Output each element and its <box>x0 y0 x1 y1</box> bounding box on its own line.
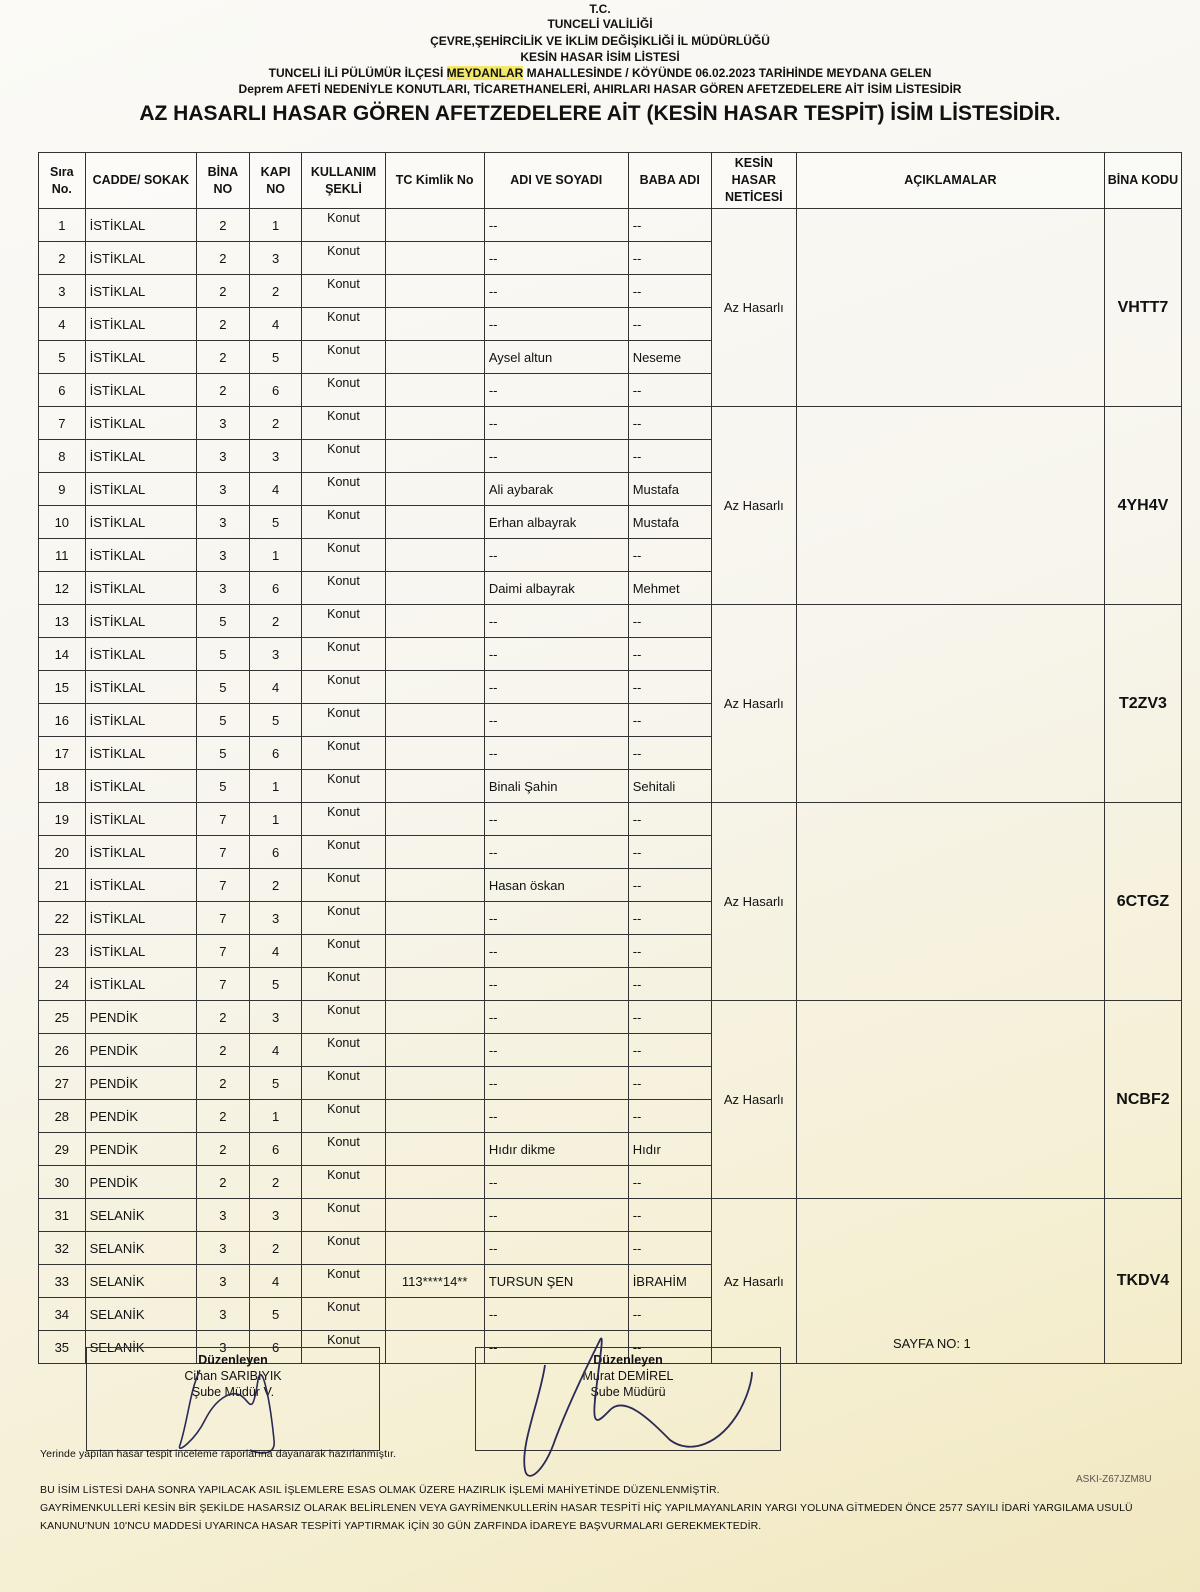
cell-name: -- <box>484 1166 628 1199</box>
cell-sira: 24 <box>39 968 86 1001</box>
cell-sira: 4 <box>39 308 86 341</box>
cell-usage: Konut <box>302 605 385 638</box>
cell-usage: Konut <box>302 1034 385 1067</box>
header-list-name: KESİN HASAR İSİM LİSTESİ <box>520 50 680 64</box>
cell-damage-result: Az Hasarlı <box>711 1199 796 1364</box>
cell-father: -- <box>628 1331 711 1364</box>
footer-line-1: BU İSİM LİSTESİ DAHA SONRA YAPILACAK ASIL İŞLEMLERE ESAS OLMAK ÜZERE HAZIRLIK İŞLEMİ MAHİYETİNDE DÜZENLENMİŞTİR. <box>40 1484 720 1496</box>
cell-name: TURSUN ŞEN <box>484 1265 628 1298</box>
cell-street: İSTİKLAL <box>85 539 196 572</box>
cell-name: -- <box>484 638 628 671</box>
cell-usage: Konut <box>302 440 385 473</box>
cell-usage: Konut <box>302 275 385 308</box>
cell-sira: 29 <box>39 1133 86 1166</box>
cell-building-code: NCBF2 <box>1104 1001 1181 1199</box>
cell-bina: 2 <box>197 341 250 374</box>
cell-kapi: 2 <box>249 869 302 902</box>
footer-line-2: GAYRİMENKULLERİ KESİN BİR ŞEKİLDE HASARSIZ OLARAK BELİRLENEN VEYA GAYRİMENKULLERİN HASAR TESPİTİ HİÇ YAPILMAYANLARIN YARGI YOLUNA GİTMEDEN ÖNCE 2577 SAYILI İDARİ YARGILAMA USULÜ <box>40 1502 1133 1514</box>
cell-name: -- <box>484 836 628 869</box>
cell-father: -- <box>628 671 711 704</box>
cell-street: İSTİKLAL <box>85 902 196 935</box>
cell-name: Ali aybarak <box>484 473 628 506</box>
cell-name: -- <box>484 407 628 440</box>
cell-usage: Konut <box>302 902 385 935</box>
cell-kapi: 2 <box>249 275 302 308</box>
cell-usage: Konut <box>302 1001 385 1034</box>
cell-street: İSTİKLAL <box>85 209 196 242</box>
cell-usage: Konut <box>302 737 385 770</box>
cell-name: -- <box>484 308 628 341</box>
col-ad: ADI VE SOYADI <box>484 153 628 209</box>
cell-father: -- <box>628 968 711 1001</box>
cell-usage: Konut <box>302 374 385 407</box>
cell-father: -- <box>628 836 711 869</box>
cell-bina: 2 <box>197 374 250 407</box>
cell-sira: 22 <box>39 902 86 935</box>
cell-building-code: TKDV4 <box>1104 1199 1181 1364</box>
cell-bina: 3 <box>197 1199 250 1232</box>
cell-father: Neseme <box>628 341 711 374</box>
cell-sira: 28 <box>39 1100 86 1133</box>
cell-kapi: 4 <box>249 671 302 704</box>
cell-father: -- <box>628 407 711 440</box>
cell-kapi: 2 <box>249 407 302 440</box>
cell-damage-result: Az Hasarlı <box>711 803 796 1001</box>
cell-father: -- <box>628 1166 711 1199</box>
cell-name: -- <box>484 1232 628 1265</box>
col-tc: TC Kimlik No <box>385 153 484 209</box>
cell-name: Erhan albayrak <box>484 506 628 539</box>
cell-bina: 5 <box>197 737 250 770</box>
cell-street: PENDİK <box>85 1166 196 1199</box>
cell-father: -- <box>628 440 711 473</box>
cell-sira: 1 <box>39 209 86 242</box>
cell-father: -- <box>628 1067 711 1100</box>
cell-street: İSTİKLAL <box>85 935 196 968</box>
cell-kapi: 1 <box>249 770 302 803</box>
cell-kapi: 3 <box>249 440 302 473</box>
cell-street: İSTİKLAL <box>85 869 196 902</box>
cell-usage: Konut <box>302 704 385 737</box>
cell-usage: Konut <box>302 1298 385 1331</box>
cell-sira: 34 <box>39 1298 86 1331</box>
cell-street: İSTİKLAL <box>85 275 196 308</box>
cell-street: PENDİK <box>85 1100 196 1133</box>
cell-kapi: 2 <box>249 605 302 638</box>
cell-usage: Konut <box>302 1133 385 1166</box>
cell-street: İSTİKLAL <box>85 572 196 605</box>
cell-sira: 11 <box>39 539 86 572</box>
cell-name: Daimi albayrak <box>484 572 628 605</box>
cell-sira: 17 <box>39 737 86 770</box>
cell-name: -- <box>484 902 628 935</box>
cell-street: PENDİK <box>85 1034 196 1067</box>
cell-father: -- <box>628 935 711 968</box>
cell-sira: 13 <box>39 605 86 638</box>
cell-bina: 5 <box>197 638 250 671</box>
cell-father: -- <box>628 704 711 737</box>
cell-father: -- <box>628 374 711 407</box>
cell-father: Sehitali <box>628 770 711 803</box>
cell-street: İSTİKLAL <box>85 803 196 836</box>
cell-bina: 2 <box>197 1166 250 1199</box>
cell-kapi: 1 <box>249 803 302 836</box>
cell-father: -- <box>628 1199 711 1232</box>
cell-bina: 3 <box>197 1331 250 1364</box>
document-title: AZ HASARLI HASAR GÖREN AFETZEDELERE AİT (KESİN HASAR TESPİT) İSİM LİSTESİDİR. <box>139 102 1061 125</box>
col-baba: BABA ADI <box>628 153 711 209</box>
cell-usage: Konut <box>302 209 385 242</box>
cell-bina: 3 <box>197 1232 250 1265</box>
cell-name: -- <box>484 242 628 275</box>
cell-sira: 31 <box>39 1199 86 1232</box>
cell-father: -- <box>628 308 711 341</box>
cell-usage: Konut <box>302 935 385 968</box>
cell-name: -- <box>484 440 628 473</box>
cell-kapi: 3 <box>249 638 302 671</box>
cell-street: İSTİKLAL <box>85 968 196 1001</box>
cell-bina: 7 <box>197 869 250 902</box>
cell-sira: 35 <box>39 1331 86 1364</box>
cell-sira: 26 <box>39 1034 86 1067</box>
cell-bina: 2 <box>197 1133 250 1166</box>
footer-line-3: KANUNU'NUN 10'NCU MADDESİ UYARINCA HASAR TESPİTİ YAPTIRMAK İÇİN 30 GÜN ZARFINDA İDAREYE BAŞVURMALARI GEREKMEKTEDİR. <box>40 1520 762 1532</box>
cell-bina: 2 <box>197 1067 250 1100</box>
cell-name: -- <box>484 1034 628 1067</box>
cell-name: Hıdır dikme <box>484 1133 628 1166</box>
cell-kapi: 3 <box>249 1001 302 1034</box>
cell-name: -- <box>484 737 628 770</box>
header-location-village: MEYDANLAR <box>446 66 524 80</box>
cell-father: -- <box>628 869 711 902</box>
cell-name: -- <box>484 209 628 242</box>
cell-street: İSTİKLAL <box>85 308 196 341</box>
cell-street: İSTİKLAL <box>85 770 196 803</box>
cell-name: -- <box>484 1331 628 1364</box>
cell-kapi: 6 <box>249 1331 302 1364</box>
header-governorship: TUNCELİ VALİLİĞİ <box>547 17 653 31</box>
cell-sira: 16 <box>39 704 86 737</box>
cell-kapi: 2 <box>249 1232 302 1265</box>
cell-building-code: T2ZV3 <box>1104 605 1181 803</box>
cell-sira: 15 <box>39 671 86 704</box>
cell-bina: 3 <box>197 572 250 605</box>
cell-bina: 7 <box>197 935 250 968</box>
cell-kapi: 5 <box>249 968 302 1001</box>
cell-father: -- <box>628 902 711 935</box>
header-directorate: ÇEVRE,ŞEHİRCİLİK VE İKLİM DEĞİŞİKLİĞİ İL MÜDÜRLÜĞÜ <box>430 34 770 48</box>
cell-kapi: 4 <box>249 935 302 968</box>
cell-sira: 20 <box>39 836 86 869</box>
header-disaster: Deprem AFETİ NEDENİYLE KONUTLARI, TİCARETHANELERİ, AHIRLARI HASAR GÖREN AFETZEDELERE AİT İSİM LİSTESİDİR <box>238 82 962 96</box>
cell-street: PENDİK <box>85 1001 196 1034</box>
cell-usage: Konut <box>302 242 385 275</box>
cell-usage: Konut <box>302 1232 385 1265</box>
cell-kapi: 3 <box>249 902 302 935</box>
cell-father: -- <box>628 1001 711 1034</box>
cell-sira: 18 <box>39 770 86 803</box>
cell-street: SELANİK <box>85 1298 196 1331</box>
cell-street: SELANİK <box>85 1265 196 1298</box>
cell-kapi: 6 <box>249 836 302 869</box>
cell-kapi: 6 <box>249 1133 302 1166</box>
cell-bina: 2 <box>197 209 250 242</box>
cell-father: -- <box>628 605 711 638</box>
cell-sira: 2 <box>39 242 86 275</box>
cell-name: -- <box>484 275 628 308</box>
cell-kapi: 4 <box>249 1265 302 1298</box>
cell-sira: 3 <box>39 275 86 308</box>
header-location-post: MAHALLESİNDE / KÖYÜNDE 06.02.2023 TARİHİNDE MEYDANA GELEN <box>526 66 932 80</box>
cell-bina: 2 <box>197 242 250 275</box>
cell-kapi: 6 <box>249 374 302 407</box>
header-tc: T.C. <box>589 2 611 16</box>
cell-usage: Konut <box>302 1265 385 1298</box>
cell-sira: 7 <box>39 407 86 440</box>
cell-sira: 33 <box>39 1265 86 1298</box>
col-kesin: KESİN HASAR NETİCESİ <box>711 153 796 209</box>
cell-father: -- <box>628 1298 711 1331</box>
cell-sira: 9 <box>39 473 86 506</box>
cell-sira: 12 <box>39 572 86 605</box>
cell-damage-result: Az Hasarlı <box>711 1001 796 1199</box>
cell-street: İSTİKLAL <box>85 374 196 407</box>
cell-sira: 6 <box>39 374 86 407</box>
cell-father: -- <box>628 539 711 572</box>
cell-tc: 113****14** <box>385 1265 484 1298</box>
cell-name: -- <box>484 1067 628 1100</box>
cell-name: -- <box>484 1001 628 1034</box>
cell-name: -- <box>484 1298 628 1331</box>
cell-kapi: 1 <box>249 539 302 572</box>
cell-bina: 7 <box>197 836 250 869</box>
cell-father: Mehmet <box>628 572 711 605</box>
cell-street: İSTİKLAL <box>85 671 196 704</box>
cell-sira: 14 <box>39 638 86 671</box>
cell-usage: Konut <box>302 1166 385 1199</box>
cell-bina: 2 <box>197 1034 250 1067</box>
cell-usage: Konut <box>302 836 385 869</box>
cell-bina: 7 <box>197 968 250 1001</box>
col-sira: Sıra No. <box>39 153 86 209</box>
cell-name: -- <box>484 374 628 407</box>
cell-kapi: 4 <box>249 1034 302 1067</box>
cell-name: Hasan öskan <box>484 869 628 902</box>
cell-street: İSTİKLAL <box>85 407 196 440</box>
cell-kapi: 5 <box>249 341 302 374</box>
cell-street: İSTİKLAL <box>85 473 196 506</box>
cell-street: İSTİKLAL <box>85 737 196 770</box>
col-cadde: CADDE/ SOKAK <box>85 153 196 209</box>
cell-bina: 3 <box>197 407 250 440</box>
cell-bina: 7 <box>197 902 250 935</box>
cell-kapi: 4 <box>249 473 302 506</box>
col-bina: BİNA NO <box>197 153 250 209</box>
cell-bina: 7 <box>197 803 250 836</box>
cell-name: -- <box>484 704 628 737</box>
cell-bina: 3 <box>197 539 250 572</box>
cell-father: Hıdır <box>628 1133 711 1166</box>
cell-sira: 30 <box>39 1166 86 1199</box>
cell-kapi: 5 <box>249 506 302 539</box>
cell-name: -- <box>484 968 628 1001</box>
cell-bina: 3 <box>197 440 250 473</box>
header-location-pre: TUNCELİ İLİ PÜLÜMÜR İLÇESİ <box>268 66 444 80</box>
cell-street: İSTİKLAL <box>85 440 196 473</box>
cell-father: -- <box>628 737 711 770</box>
cell-street: İSTİKLAL <box>85 506 196 539</box>
cell-usage: Konut <box>302 770 385 803</box>
cell-kapi: 6 <box>249 572 302 605</box>
cell-kapi: 4 <box>249 308 302 341</box>
cell-kapi: 2 <box>249 1166 302 1199</box>
cell-kapi: 3 <box>249 242 302 275</box>
cell-father: -- <box>628 1100 711 1133</box>
cell-street: İSTİKLAL <box>85 836 196 869</box>
cell-street: İSTİKLAL <box>85 638 196 671</box>
cell-father: -- <box>628 1232 711 1265</box>
cell-kapi: 6 <box>249 737 302 770</box>
cell-bina: 5 <box>197 770 250 803</box>
document-code: ASKI-Z67JZM8U <box>1076 1474 1152 1485</box>
cell-usage: Konut <box>302 341 385 374</box>
col-bina-kodu: BİNA KODU <box>1104 153 1181 209</box>
cell-kapi: 1 <box>249 1100 302 1133</box>
cell-usage: Konut <box>302 1067 385 1100</box>
cell-father: Mustafa <box>628 506 711 539</box>
cell-street: İSTİKLAL <box>85 605 196 638</box>
cell-usage: Konut <box>302 539 385 572</box>
cell-building-code: VHTT7 <box>1104 209 1181 407</box>
cell-usage: Konut <box>302 407 385 440</box>
cell-kapi: 1 <box>249 209 302 242</box>
cell-street: İSTİKLAL <box>85 341 196 374</box>
cell-usage: Konut <box>302 473 385 506</box>
cell-name: -- <box>484 539 628 572</box>
signature-right-role: Şube Müdürü <box>590 1385 666 1399</box>
cell-sira: 5 <box>39 341 86 374</box>
cell-usage: Konut <box>302 671 385 704</box>
cell-father: -- <box>628 275 711 308</box>
cell-usage: Konut <box>302 1100 385 1133</box>
cell-father: İBRAHİM <box>628 1265 711 1298</box>
cell-name: -- <box>484 803 628 836</box>
col-aciklama: AÇIKLAMALAR <box>796 153 1104 209</box>
cell-bina: 2 <box>197 308 250 341</box>
cell-kapi: 5 <box>249 1298 302 1331</box>
cell-building-code: 6CTGZ <box>1104 803 1181 1001</box>
col-kapi: KAPI NO <box>249 153 302 209</box>
cell-street: SELANİK <box>85 1331 196 1364</box>
cell-damage-result: Az Hasarlı <box>711 407 796 605</box>
cell-sira: 21 <box>39 869 86 902</box>
footer-note: Yerinde yapılan hasar tespit inceleme raporlarına dayanarak hazırlanmıştır. <box>40 1448 397 1460</box>
cell-father: -- <box>628 638 711 671</box>
page-number: SAYFA NO: 1 <box>893 1336 971 1351</box>
signature-left-name: Cihan SARIBIYIK <box>184 1369 282 1383</box>
cell-usage: Konut <box>302 1199 385 1232</box>
cell-sira: 10 <box>39 506 86 539</box>
cell-name: -- <box>484 935 628 968</box>
cell-bina: 3 <box>197 1265 250 1298</box>
cell-usage: Konut <box>302 1331 385 1364</box>
cell-bina: 3 <box>197 1298 250 1331</box>
cell-usage: Konut <box>302 638 385 671</box>
cell-usage: Konut <box>302 869 385 902</box>
cell-name: -- <box>484 605 628 638</box>
cell-usage: Konut <box>302 968 385 1001</box>
cell-name: Aysel altun <box>484 341 628 374</box>
cell-sira: 32 <box>39 1232 86 1265</box>
signature-left-title: Düzenleyen <box>198 1353 268 1367</box>
cell-street: SELANİK <box>85 1199 196 1232</box>
cell-bina: 2 <box>197 275 250 308</box>
cell-sira: 19 <box>39 803 86 836</box>
cell-sira: 8 <box>39 440 86 473</box>
cell-bina: 3 <box>197 473 250 506</box>
cell-father: Mustafa <box>628 473 711 506</box>
cell-damage-result: Az Hasarlı <box>711 605 796 803</box>
cell-father: -- <box>628 209 711 242</box>
cell-bina: 2 <box>197 1001 250 1034</box>
cell-father: -- <box>628 803 711 836</box>
cell-kapi: 3 <box>249 1199 302 1232</box>
cell-street: PENDİK <box>85 1067 196 1100</box>
cell-building-code: 4YH4V <box>1104 407 1181 605</box>
cell-kapi: 5 <box>249 1067 302 1100</box>
col-kullanim: KULLANIM ŞEKLİ <box>302 153 385 209</box>
cell-damage-result: Az Hasarlı <box>711 209 796 407</box>
cell-usage: Konut <box>302 572 385 605</box>
cell-street: SELANİK <box>85 1232 196 1265</box>
cell-sira: 25 <box>39 1001 86 1034</box>
cell-name: -- <box>484 1199 628 1232</box>
cell-kapi: 5 <box>249 704 302 737</box>
cell-usage: Konut <box>302 308 385 341</box>
cell-usage: Konut <box>302 803 385 836</box>
cell-street: PENDİK <box>85 1133 196 1166</box>
cell-bina: 5 <box>197 704 250 737</box>
cell-bina: 2 <box>197 1100 250 1133</box>
cell-street: İSTİKLAL <box>85 704 196 737</box>
signature-left-role: Şube Müdür V. <box>191 1385 275 1399</box>
cell-name: Binali Şahin <box>484 770 628 803</box>
cell-usage: Konut <box>302 506 385 539</box>
cell-sira: 23 <box>39 935 86 968</box>
cell-father: -- <box>628 242 711 275</box>
cell-name: -- <box>484 1100 628 1133</box>
cell-sira: 27 <box>39 1067 86 1100</box>
cell-father: -- <box>628 1034 711 1067</box>
cell-name: -- <box>484 671 628 704</box>
signature-right-name: Murat DEMİREL <box>582 1369 674 1383</box>
cell-street: İSTİKLAL <box>85 242 196 275</box>
cell-bina: 5 <box>197 605 250 638</box>
signature-right-title: Düzenleyen <box>593 1353 663 1367</box>
cell-bina: 3 <box>197 506 250 539</box>
cell-bina: 5 <box>197 671 250 704</box>
